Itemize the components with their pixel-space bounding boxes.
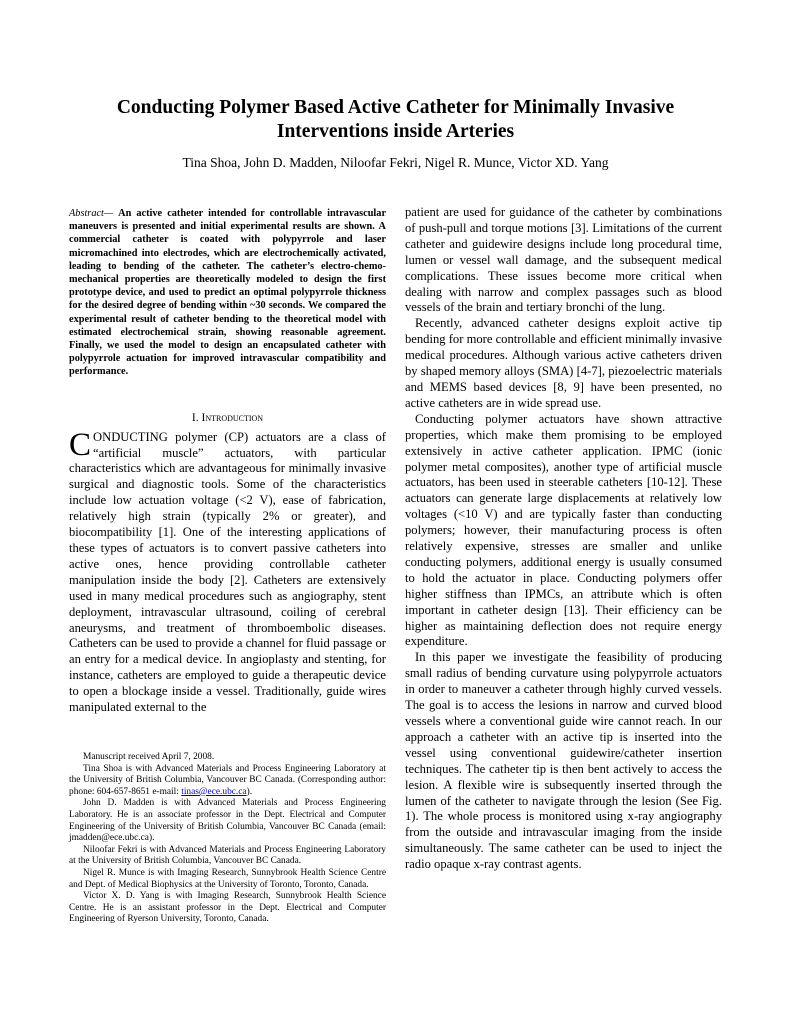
email-link[interactable]: tinas@ece.ubc.ca bbox=[181, 786, 247, 797]
intro-paragraph-2: Recently, advanced catheter designs exploit active tip bending for more controllable and efficient minimally invasive medical procedures. Although various active catheters driven by shaped memory alloys (SMA) [4-7], piezoelectric materials and MEMS based devices [8, 9] have been presented, no active catheters are in wide spread use. bbox=[405, 316, 722, 410]
footnote-madden: John D. Madden is with Advanced Materials and Process Engineering Laboratory. He is an associate professor in the Dept. Electrical and Computer Engineering of the University of British Columbia, Vancouver BC Canada (email: jmadden@ece.ubc.ca). bbox=[69, 798, 386, 844]
abstract-label: Abstract bbox=[69, 208, 104, 219]
intro-paragraph-1-continued: patient are used for guidance of the catheter by combinations of push-pull and torque motions [3]. Limitations of the current catheter and guidewire designs include long procedural time, lumen or vessel wall damage, and the subsequent medical complications. These issues become more critical when dealing with narrow and complex passages such as blood vessels of the brain and tertiary bronchi of the lung. bbox=[405, 205, 722, 315]
section-title: Introduction bbox=[201, 411, 264, 424]
footnote-shoa bbox=[69, 764, 386, 799]
title-line-1: Conducting Polymer Based Active Catheter for Minimally Invasive bbox=[116, 97, 675, 118]
paper-title bbox=[40, 96, 751, 144]
intro-paragraph-1 bbox=[69, 426, 386, 716]
footnote-fekri: Niloofar Fekri is with Advanced Materials and Process Engineering Laboratory at the University of British Columbia, Vancouver BC Canada. bbox=[69, 844, 386, 867]
abstract-text: An active catheter intended for controllable intravascular maneuvers is presented and initial experimental results are shown. A commercial catheter is coated with polypyrrole and laser micromachined into electrodes, which are electrochemically activated, leading to bending of the catheter. The catheter’s electro-chemo-mechanical properties are theoretically modeled to design the first prototype device, and used to predict an optimal polypyrrole thickness for the desired degree of bending within ~30 seconds. We compared the experimental result of catheter bending to the theoretical model with estimated electrochemical strain, showing reasonable agreement. Finally, we used the model to design an encapsulated catheter with polypyrrole actuation for improved intravascular compatibility and performance. bbox=[69, 208, 387, 378]
left-column bbox=[69, 207, 386, 716]
author-list: Tina Shoa, John D. Madden, Niloofar Fekri, Nigel R. Munce, Victor XD. Yang bbox=[182, 155, 609, 170]
intro-paragraph-4: In this paper we investigate the feasibility of producing small radius of bending curvature using polypyrrole actuators in order to maneuver a catheter through highly curved vessels. The goal is to access the lesions in narrow and curved blood vessels where a conventional guide wire cannot reach. In our approach a catheter with an active tip is inserted into the vessel using conventional guidewire/catheter insertion techniques. The catheter tip is then bent actively to access the lesion. A flexible wire is subsequently inserted through the lumen of the catheter to navigate through the lesion (See Fig. 1). The whole process is monitored using x-ray angiography from the outside and intravascular imaging from the inside simultaneously. The same catheter can be used to inject the radio opaque x-ray contrast agents. bbox=[405, 650, 722, 872]
footnote-received: Manuscript received April 7, 2008. bbox=[83, 752, 215, 762]
section-number: I. bbox=[191, 411, 199, 424]
intro-paragraph-1-text: ONDUCTING polymer (CP) actuators are a class of “artificial muscle” actuators, with particular characteristics which are advantageous for minimally invasive surgical and diagnostic tools. Some of the characteristics include low actuation voltage (<2 V), ease of fabrication, relatively high strain (typically 2% or greater), and biocompatibility [1]. One of the interesting applications of these types of actuators is to convert passive catheters into active ones, hence providing controllable catheter manipulation inside the body [2]. Catheters are extensively used in many medical procedures such as angiography, stent deployment, intravascular ultrasound, coiling of cerebral aneurysms, and treatment of thromboembolic diseases. Catheters can be used to provide a channel for fluid passage or an entry for a medical device. In angioplasty and stenting, for instance, catheters are employed to guide a therapeutic device to open a blockage inside a vessel. Traditionally, guide wires manipulated external to the bbox=[69, 429, 386, 715]
section-heading-introduction bbox=[69, 412, 386, 424]
abstract-dash: — bbox=[103, 208, 119, 219]
footnote-yang: Victor X. D. Yang is with Imaging Research, Sunnybrook Health Science Centre. He is an assistant professor in the Dept. Electrical and Computer Engineering of Ryerson University, Toronto, Canada. bbox=[69, 891, 386, 925]
footnote-shoa-text: Tina Shoa is with Advanced Materials and Process Engineering Laboratory at the University of British Columbia, Vancouver BC Canada. (Corresponding author: phone: 604-657-8651 e-mail: bbox=[69, 763, 386, 797]
right-column bbox=[405, 205, 722, 873]
abstract bbox=[69, 207, 386, 379]
drop-cap: C bbox=[69, 426, 92, 463]
intro-paragraph-3: Conducting polymer actuators have shown attractive properties, which make them promising to be employed extensively in active catheter application. IPMC (ionic polymer metal composites), another type of artificial muscle actuators, has been used in steerable catheters [10-12]. These actuators can generate large displacements at relatively low voltages (<10 V) and are typically faster than conducting polymers; however, their manufacturing process is often relatively expensive, stresses are smaller and unlike conducting polymers, additional energy is usually consumed to hold the actuator in place. Conducting polymers offer higher stiffness than IPMCs, an attribute which is often important in catheter design [13]. Their efficiency can be higher as maintaining deflection does not require energy expenditure. bbox=[405, 411, 722, 649]
title-line-2: Interventions inside Arteries bbox=[276, 121, 515, 142]
footnote-munce: Nigel R. Munce is with Imaging Research, Sunnybrook Health Science Centre and Dept. of Medical Biophysics at the University of Toronto, Toronto, Canada. bbox=[69, 867, 386, 890]
footnote-shoa-end: ). bbox=[246, 786, 253, 797]
footnotes bbox=[69, 752, 386, 926]
